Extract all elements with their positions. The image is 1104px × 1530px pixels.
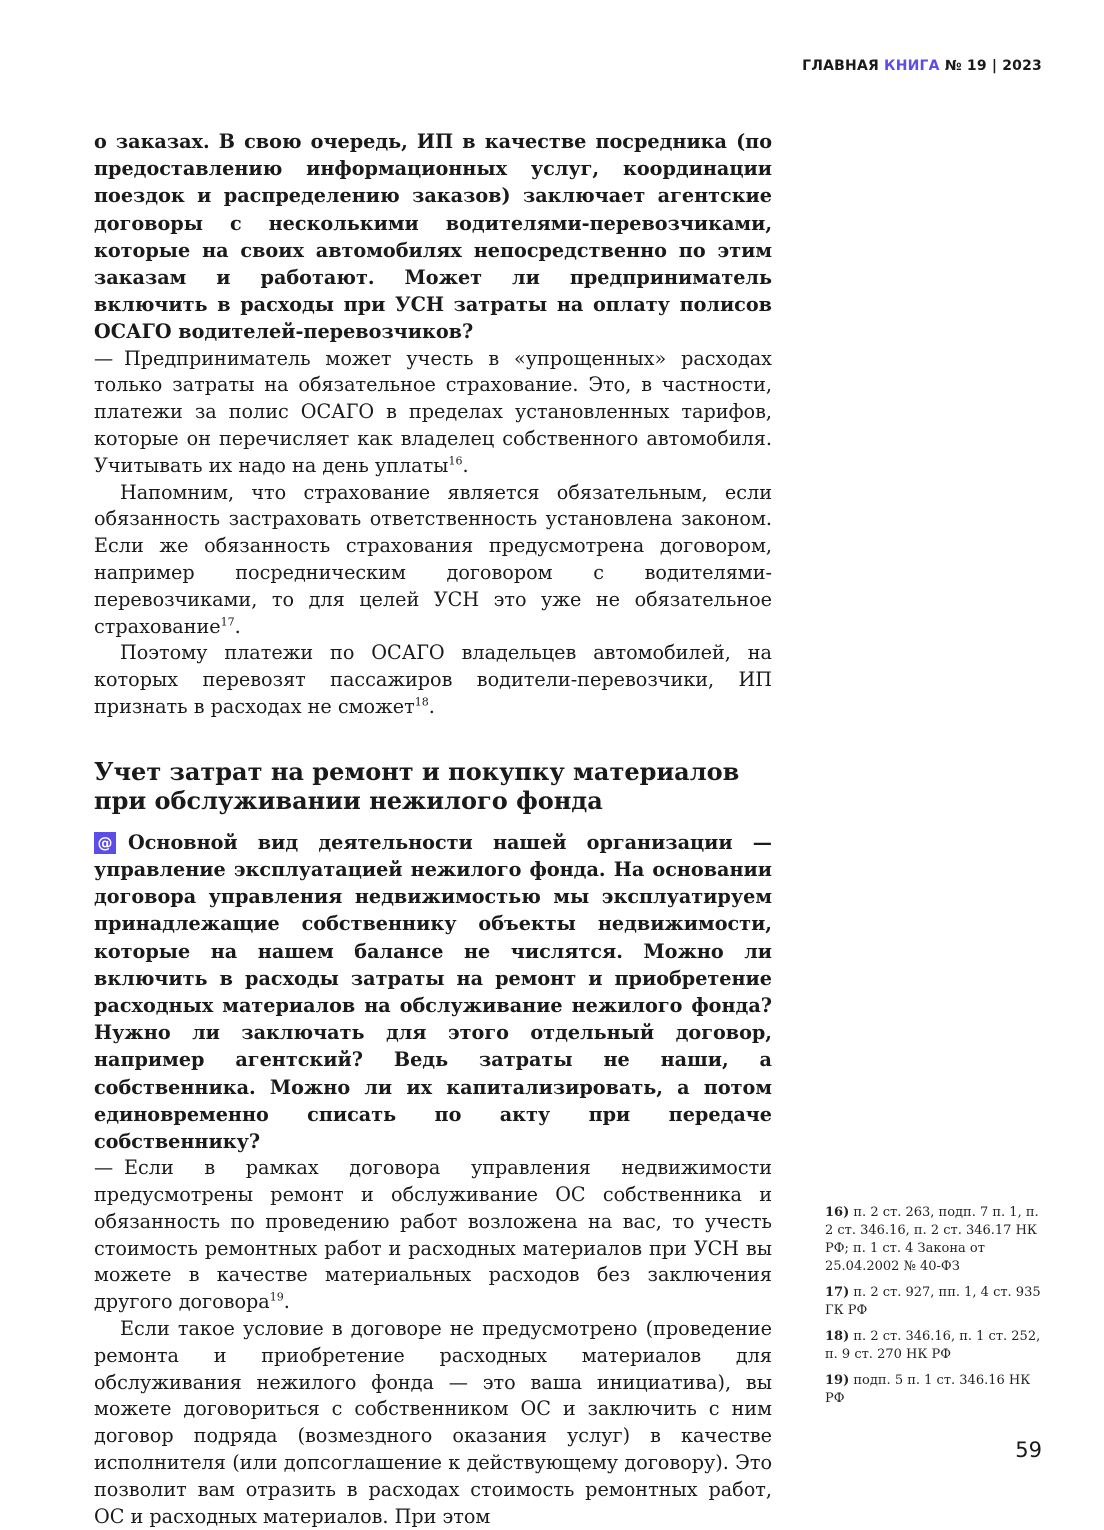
answer-1-paragraph-1: — Предприниматель может учесть в «упрощенных» расходах только затраты на обязательное страхование. Это, в частности, платежи за полис ОСАГО в пределах установленных тарифов, которые он перечисляет как владелец собственного автомобиля. Учитывать их надо на день уплаты$^{16}$. [94,346,772,477]
footnote-ref-18: 18 [414,695,429,709]
section-heading: Учет затрат на ремонт и покупку материалов при обслуживании нежилого фонда [94,756,740,815]
footnote-ref-16: 16 [448,454,463,468]
article-body [94,128,772,1530]
answer-1-paragraph-2: Напомним, что страхование является обязательным, если обязанность застраховать ответственность установлена законом. Если же обязанность страхования предусмотрена договором, например посредническим договором с водителями-перевозчиками, то для целей УСН это уже не обязательное страхование$^{17}$. [94,480,772,638]
footnote-ref-17: 17 [220,615,235,629]
running-header [802,58,1042,74]
answer-dash: — [94,346,114,370]
question-1: о заказах. В свою очередь, ИП в качестве посредника (по предоставлению информационных услуг, координации поездок и распределению заказов) заключает агентские договоры с несколькими водителями-перевозчиками, которые на своих автомобилях непосредственно по этим заказам и работают. Может ли предприниматель включить в расходы при УСН затраты на оплату полисов ОСАГО водителей-перевозчиков? [94,130,772,344]
answer-1-paragraph-3: Поэтому платежи по ОСАГО владельцев автомобилей, на которых перевозят пассажиров водители-перевозчики, ИП признать в расходах не сможет$^{18}$. [94,641,772,718]
footnote-16: 16) п. 2 ст. 263, подп. 7 п. 1, п. 2 ст. 346.16, п. 2 ст. 346.17 НК РФ; п. 1 ст. 4 Закона от 25.04.2002 № 40-ФЗ [825,1205,1039,1274]
email-question-icon: @ [94,832,116,854]
question-2: @ Основной вид деятельности нашей организации — управление эксплуатацией нежилого фонда. На основании договора управления недвижимостью мы эксплуатируем принадлежащие собственнику объекты недвижимости, которые на нашем балансе не числятся. Можно ли включить в расходы затраты на ремонт и приобретение расходных материалов на обслуживание нежилого фонда? Нужно ли заключать для этого отдельный договор, например агентский? Ведь затраты не наши, а собственника. Можно ли их капитализировать, а потом единовременно списать по акту при передаче собственнику? [94,830,772,1154]
brand-name: ГЛАВНАЯ [802,58,879,74]
footnote-18: 18) п. 2 ст. 346.16, п. 1 ст. 252, п. 9 ст. 270 НК РФ [825,1329,1041,1362]
footnote-17: 17) п. 2 ст. 927, пп. 1, 4 ст. 935 ГК РФ [825,1285,1041,1318]
brand-name-accent: КНИГА [884,58,940,74]
issue-number: № 19 | 2023 [944,58,1042,74]
footnotes [825,1204,1045,1416]
answer-2-paragraph-1: — Если в рамках договора управления недвижимости предусмотрены ремонт и обслуживание ОС собственника и обязанность по проведению работ возложена на вас, то учесть стоимость ремонтных работ и расходных материалов при УСН вы можете в качестве материальных расходов без заключения другого договора$^{19}$. [94,1156,772,1314]
page-number: 59 [1015,1438,1042,1462]
footnote-19: 19) подп. 5 п. 1 ст. 346.16 НК РФ [825,1373,1031,1406]
footnote-ref-19: 19 [269,1290,284,1304]
answer-dash: — [94,1156,114,1180]
answer-2-paragraph-2: Если такое условие в договоре не предусмотрено (проведение ремонта и приобретение расходных материалов для обслуживания нежилого фонда — это ваша инициатива), вы можете договориться с собственником ОС и заключить с ним договор подряда (возмездного оказания услуг) в качестве исполнителя (или допсоглашение к действующему договору). Это позволит вам отразить в расходах стоимость ремонтных работ, ОС и расходных материалов. При этом [94,1317,772,1528]
